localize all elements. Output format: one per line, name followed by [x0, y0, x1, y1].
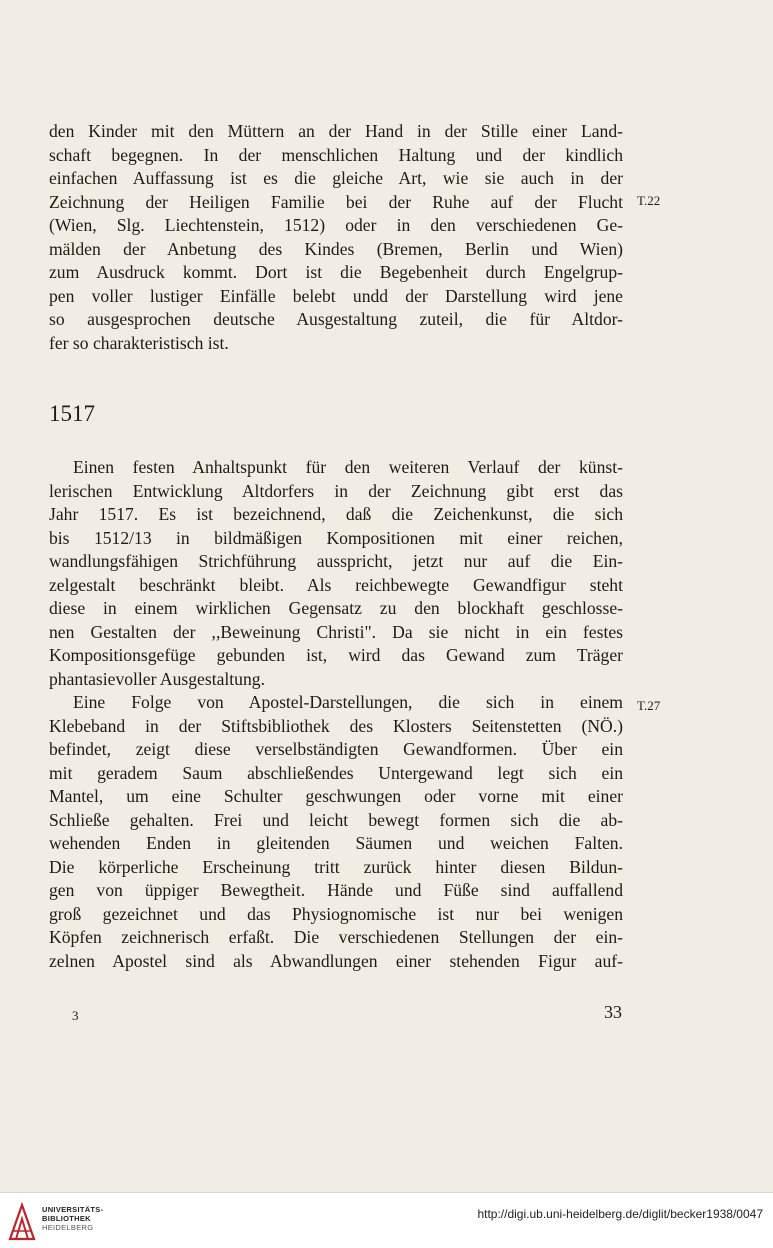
text-line: zelgestalt beschränkt bleibt. Als reichbewegte Gewandfigur steht — [49, 574, 623, 595]
text-line: lerischen Entwicklung Altdorfers in der Zeichnung gibt erst das — [49, 480, 623, 501]
text-line: Klebeband in der Stiftsbibliothek des Klosters Seitenstetten (NÖ.) — [49, 715, 623, 736]
paragraph-main — [49, 456, 623, 973]
university-library-logo-icon — [8, 1201, 38, 1241]
text-line: fer so charakteristisch ist. — [49, 332, 229, 353]
text-line: diese in einem wirklichen Gegensatz zu den blockhaft geschlosse- — [49, 598, 623, 618]
text-line: Einen festen Anhaltspunkt für den weiteren Verlauf der künst- — [73, 457, 623, 477]
text-line: groß gezeichnet und das Physiognomische ist nur bei wenigen — [49, 903, 623, 924]
text-line: gen von üppiger Bewegtheit. Hände und Füße sind auffallend — [49, 880, 623, 900]
text-line: Eine Folge von Apostel-Darstellungen, die sich in einem — [73, 692, 623, 712]
text-line: mälden der Anbetung des Kindes (Bremen, Berlin und Wien) — [49, 238, 623, 259]
text-line: Die körperliche Erscheinung tritt zurück hinter diesen Bildun- — [49, 856, 623, 877]
text-line: Mantel, um eine Schulter geschwungen oder vorne mit einer — [49, 786, 623, 806]
logo-line: BIBLIOTHEK — [42, 1214, 91, 1223]
text-line: phantasievoller Ausgestaltung. — [49, 668, 265, 689]
logo-line: UNIVERSITÄTS- — [42, 1205, 104, 1214]
page-number: 33 — [604, 1002, 622, 1022]
margin-note-plate-ref: T.27 — [637, 698, 661, 713]
logo-line: HEIDELBERG — [42, 1223, 94, 1232]
text-line: schaft begegnen. In der menschlichen Haltung und der kindlich — [49, 144, 623, 165]
text-line: so ausgesprochen deutsche Ausgestaltung zuteil, die für Altdor- — [49, 309, 623, 329]
text-line: Kompositionsgefüge gebunden ist, wird das Gewand zum Träger — [49, 645, 623, 665]
text-line: Zeichnung der Heiligen Familie bei der Ruhe auf der Flucht — [49, 191, 623, 212]
text-line: pen voller lustiger Einfälle belebt undd der Darstellung wird jene — [49, 285, 623, 306]
library-name — [42, 1205, 103, 1232]
text-line: Schließe gehalten. Frei und leicht bewegt formen sich die ab- — [49, 809, 623, 830]
text-line: bis 1512/13 in bildmäßigen Kompositionen mit einer reichen, — [49, 527, 623, 548]
text-line: einfachen Auffassung ist es die gleiche Art, wie sie auch in der — [49, 168, 623, 188]
text-line: wehenden Enden in gleitenden Säumen und weichen Falten. — [49, 833, 623, 853]
text-line: (Wien, Slg. Liechtenstein, 1512) oder in den verschiedenen Ge- — [49, 215, 623, 235]
text-line: wandlungsfähigen Strichführung ausspricht, jetzt nur auf die Ein- — [49, 551, 623, 571]
margin-note-plate-ref: T.22 — [637, 193, 661, 208]
text-line: zelnen Apostel sind als Abwandlungen einer stehenden Figur auf- — [49, 950, 623, 971]
text-line: nen Gestalten der ,,Beweinung Christi". Da sie nicht in ein festes — [49, 621, 623, 642]
text-line: zum Ausdruck kommt. Dort ist die Begebenheit durch Engelgrup- — [49, 262, 623, 282]
text-line: mit geradem Saum abschließendes Untergewand legt sich ein — [49, 762, 623, 783]
paragraph-intro — [49, 120, 623, 355]
text-line: befindet, zeigt diese verselbständigten Gewandformen. Über ein — [49, 739, 623, 759]
source-url[interactable]: http://digi.ub.uni-heidelberg.de/diglit/becker1938/0047 — [477, 1207, 763, 1221]
text-line: Jahr 1517. Es ist bezeichnend, daß die Zeichenkunst, die sich — [49, 504, 623, 524]
section-heading-year: 1517 — [49, 401, 95, 426]
text-line: Köpfen zeichnerisch erfaßt. Die verschiedenen Stellungen der ein- — [49, 927, 623, 947]
footer-bar — [0, 1192, 773, 1248]
text-line: den Kinder mit den Müttern an der Hand in der Stille einer Land- — [49, 121, 623, 141]
signature-mark: 3 — [72, 1008, 79, 1023]
